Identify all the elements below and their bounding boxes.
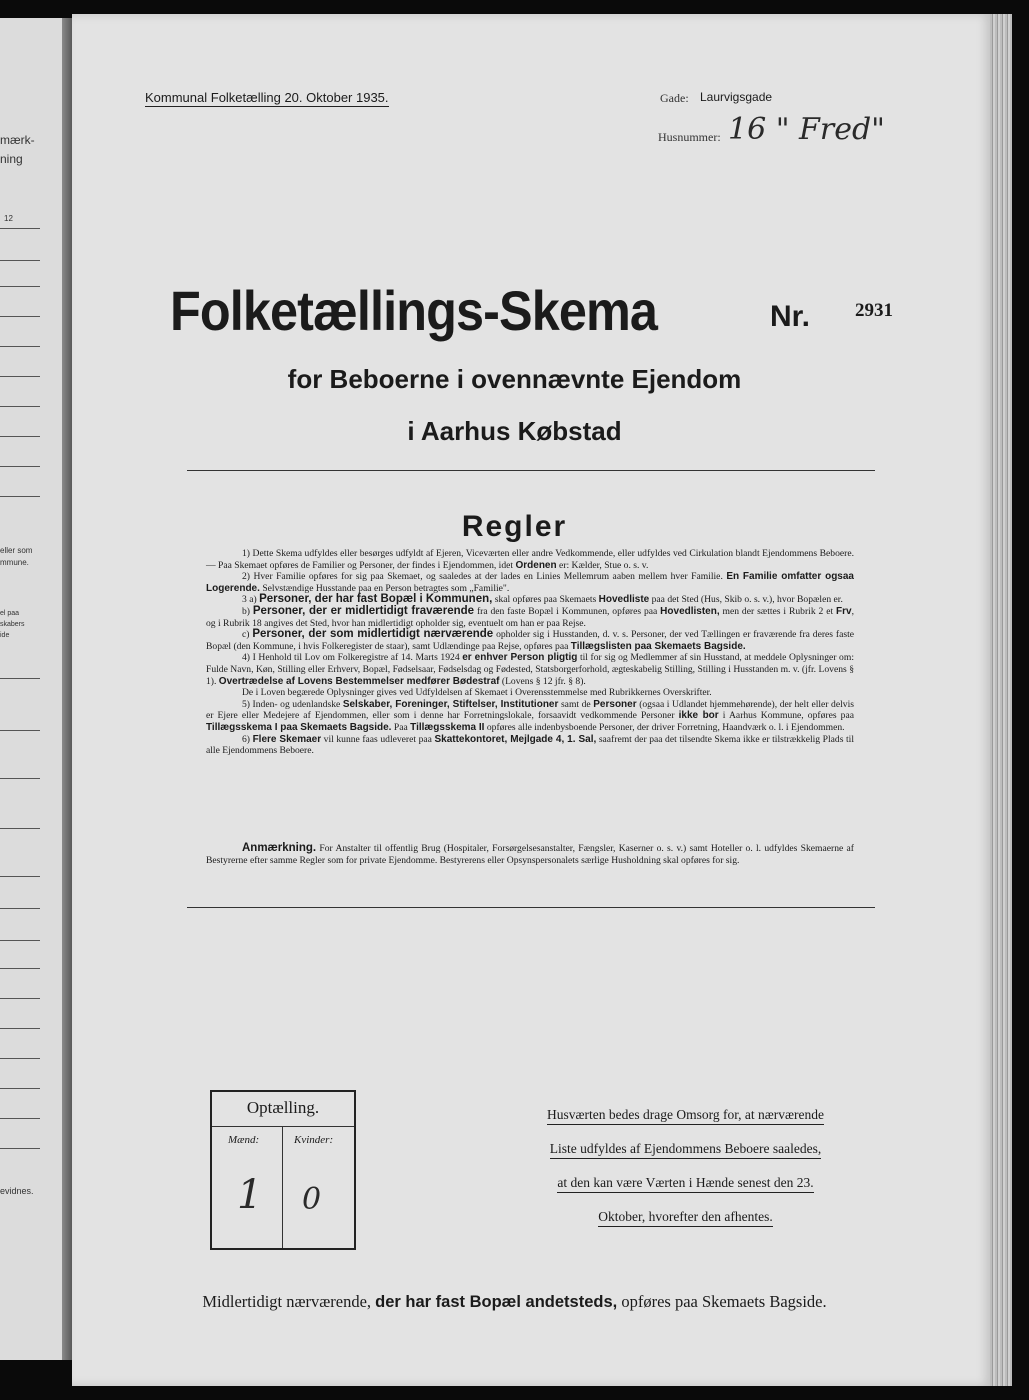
form-subtitle: for Beboerne i ovennævnte Ejendom bbox=[287, 364, 742, 394]
rule-4b: De i Loven begærede Oplysninger gives ved Udfyldelsen af Skemaet i Overensstemmelse med Rubrikkernes Overskrifter. bbox=[242, 687, 712, 699]
rule-3c: c) Personer, der som midlertidigt nærværende opholder sig i Husstanden, d. v. s. Personer, der ved Tællingen er fraværende fra deres faste Bopæl (den Kommune, i hvis Folkeregister de staar), samt Udlændinge paa Rejse, opføres paa Tillægslisten paa Skemaets Bagside. bbox=[206, 628, 855, 652]
left-page-fragment: ning bbox=[0, 152, 23, 166]
left-page-fragment: mærk- bbox=[0, 133, 35, 147]
men-label: Mænd: bbox=[228, 1134, 260, 1146]
street-label: Gade: bbox=[660, 91, 689, 105]
left-page-fragment: evidnes. bbox=[0, 1186, 34, 1196]
rule-3b: b) Personer, der er midlertidigt fraværende fra den faste Bopæl i Kommunen, opføres paa Hovedlisten, men der sættes i Rubrik 2 et Frv, og i Rubrik 18 angives det Sted, hvor han midlertidigt opholder sig, eventuelt om han er paa Rejse. bbox=[206, 604, 854, 629]
women-count-value: 0 bbox=[302, 1182, 322, 1217]
left-page-fragment: mmune. bbox=[0, 558, 29, 567]
rule-3a: 3 a) Personer, der har fast Bopæl i Kommunen, skal opføres paa Skemaets Hovedliste paa det Sted (Hus, Skib o. s. v.), hvor Bopælen er. bbox=[242, 593, 843, 606]
rule-5: 5) Inden- og udenlandske Selskaber, Foreninger, Stiftelser, Institutioner samt de Personer (ogsaa i Udlandet hjemmehørende), der helt eller delvis er Ejere eller Medejere af Ejendommen, eller som i denne har Forretningslokale, forsaavidt vedkommende Personer ikke bor i Aarhus Kommune, opføres paa Tillægsskema I paa Skemaets Bagside. Paa Tillægsskema II opføres alle indenbysboende Personer, der driver Forretning, Haandværk o. l. i Ejendommen. bbox=[206, 698, 854, 733]
count-title: Optælling. bbox=[246, 1098, 320, 1117]
form-number-value: 2931 bbox=[855, 300, 893, 321]
page-stack-edge bbox=[990, 14, 1012, 1386]
book-gutter bbox=[62, 18, 72, 1360]
rule-6: 6) Flere Skemaer vil kunne faas udleveret paa Skattekontoret, Mejlgade 4, 1. Sal, saafremt der paa det tilsendte Skema ikke er tilstrækkelig Plads til alle Ejendommens Beboere. bbox=[206, 733, 854, 757]
census-date-header: Kommunal Folketælling 20. Oktober 1935. bbox=[145, 90, 389, 105]
count-box bbox=[210, 1090, 356, 1250]
rule-2: 2) Hver Familie opføres for sig paa Skemaet, og saaledes at der lades en Linies Mellemrum aaben mellem hver Familie. En Familie omfatter ogsaa Logerende. Selvstændige Husstande paa en Person betragtes som „Familie". bbox=[206, 571, 854, 594]
divider bbox=[187, 470, 875, 471]
men-count-value: 1 bbox=[237, 1172, 263, 1218]
divider bbox=[187, 907, 875, 908]
left-page-fragment: 12 bbox=[4, 214, 13, 223]
left-page-fragment: skabers bbox=[0, 621, 25, 628]
left-page-fragment: ide bbox=[0, 632, 10, 639]
footer-instruction: Midlertidigt nærværende, der har fast Bopæl andetsteds, opføres paa Skemaets Bagside. bbox=[202, 1292, 827, 1311]
left-page-strip bbox=[0, 18, 62, 1360]
house-number-label: Husnummer: bbox=[658, 130, 721, 144]
landlord-instruction: Husværten bedes drage Omsorg for, at nærværende Liste udfyldes af Ejendommens Beboere saaledes, at den kan være Værten i Hænde senest den 23. Oktober, hvorefter den afhentes. bbox=[513, 1098, 858, 1234]
street-value: Laurvigsgade bbox=[700, 90, 773, 104]
rules-heading: Regler bbox=[461, 510, 568, 543]
remark-text: Anmærkning. For Anstalter til offentlig Brug (Hospitaler, Forsørgelsesanstalter, Fængsler, Kaserner o. s. v.) samt Hoteller o. l. udfyldes Skemaerne af Bestyrerne efter samme Regler som for private Ejendomme. Bestyrerens eller Opsynspersonalets særlige Husholdning skal opføres for sig. bbox=[206, 842, 854, 866]
form-subtitle-city: i Aarhus Købstad bbox=[407, 416, 622, 446]
women-label: Kvinder: bbox=[294, 1134, 334, 1146]
rule-1: 1) Dette Skema udfyldes eller besørges udfyldt af Ejeren, Viceværten eller andre Vedkommende, eller udfyldes ved Cirkulation blandt Ejendommens Beboere. — Paa Skemaet opføres de Familier og Personer, der findes i Ejendommen, idet Ordenen er: Kælder, Stue o. s. v. bbox=[206, 548, 854, 571]
left-page-fragment: eller som bbox=[0, 546, 33, 555]
remark-label: Anmærkning. bbox=[242, 842, 317, 854]
form-title: Folketællings-Skema bbox=[170, 279, 658, 342]
rule-4: 4) I Henhold til Lov om Folkeregistre af 14. Marts 1924 er enhver Person pligtig til for sig og Medlemmer af sin Husstand, at meddele Oplysninger om: Fulde Navn, Køn, Stilling eller Erhverv, Bopæl, Fødselsaar, Fødselsdag og Fødested, Statsborgerforhold, ægteskabelig Stilling, Stilling i Husstanden m. v. (jfr. Lovens § 1). Overtrædelse af Lovens Bestemmelser medfører Bødestraf (Lovens § 12 jfr. § 8). bbox=[206, 652, 854, 687]
house-number-value: 16 " Fred" bbox=[728, 112, 885, 147]
rules-text bbox=[206, 548, 854, 757]
form-number-label: Nr. bbox=[770, 300, 811, 333]
left-page-fragment: el paa bbox=[0, 610, 20, 617]
